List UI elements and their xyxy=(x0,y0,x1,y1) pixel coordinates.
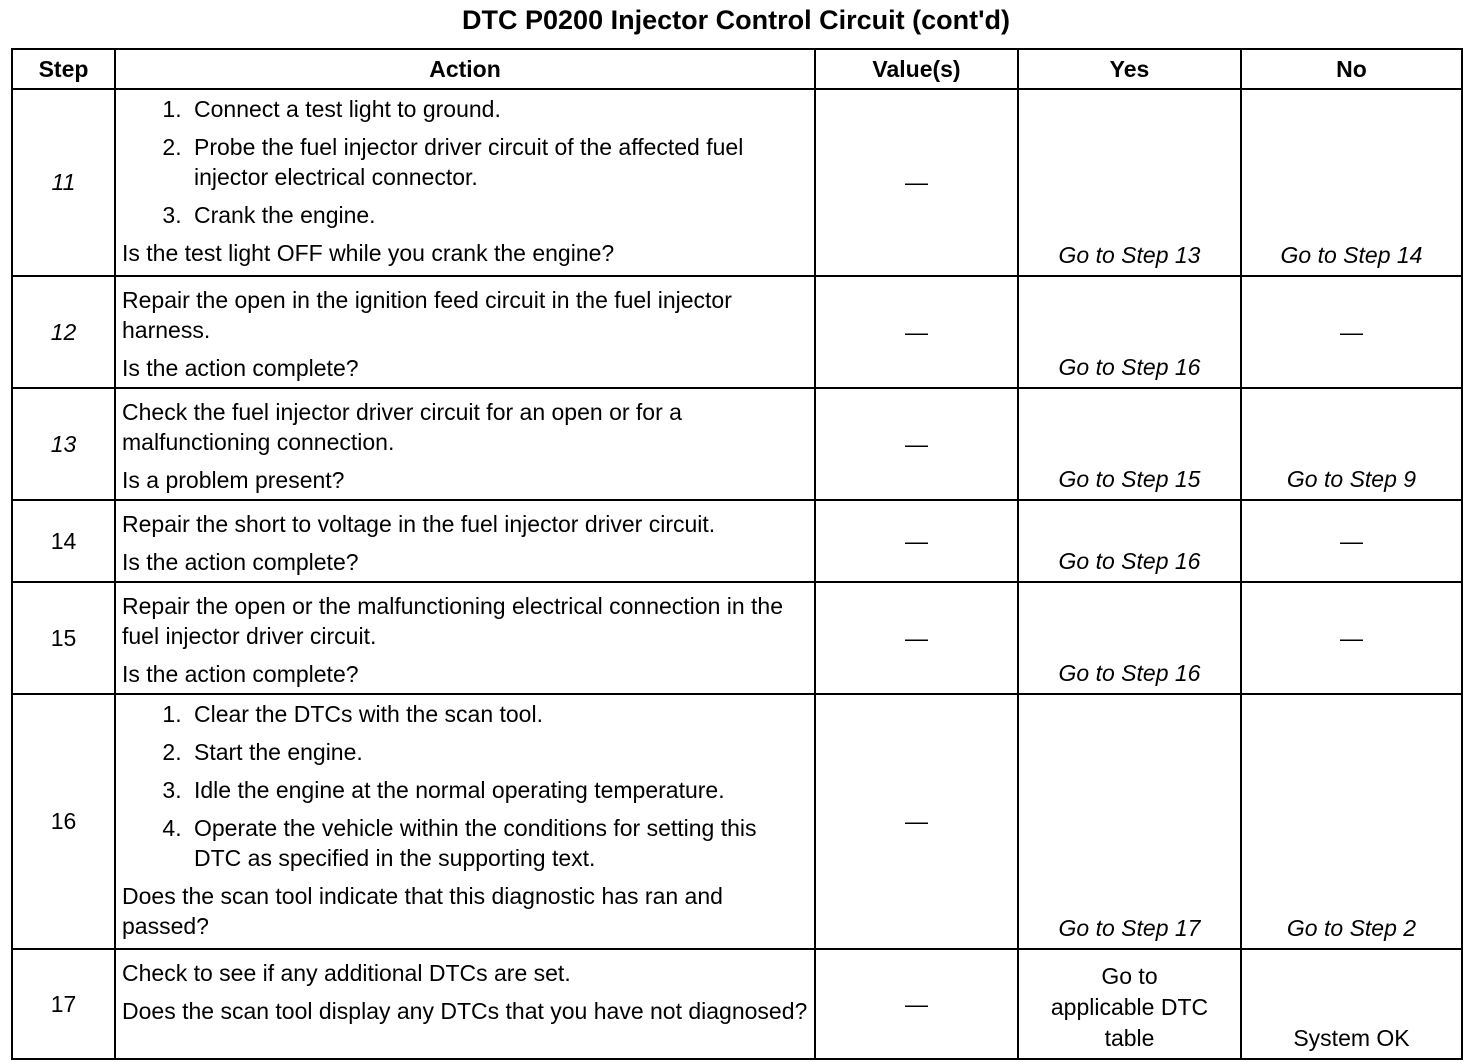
step-number: 15 xyxy=(12,582,115,694)
action-question: Is the test light OFF while you crank the engine? xyxy=(122,240,615,266)
action-text: Check the fuel injector driver circuit for an open or for a malfunctioning connection. xyxy=(122,399,682,455)
action-text: Repair the open or the malfunctioning electrical connection in the fuel injector driver circuit. xyxy=(122,593,784,649)
table-header-row xyxy=(12,49,1462,89)
action-step: 3. Crank the engine. xyxy=(188,200,810,230)
step-number: 16 xyxy=(12,694,115,949)
header-step: Step xyxy=(12,49,115,89)
value-cell: — xyxy=(815,388,1018,500)
action-steps xyxy=(122,94,810,230)
value-cell: — xyxy=(815,582,1018,694)
action-cell xyxy=(115,500,815,582)
action-question: Is the action complete? xyxy=(122,549,359,575)
action-cell xyxy=(115,388,815,500)
yes-cell: Go to Step 16 xyxy=(1018,582,1241,694)
no-cell: — xyxy=(1241,500,1462,582)
yes-cell: Go to applicable DTC table xyxy=(1018,949,1241,1059)
yes-cell: Go to Step 16 xyxy=(1018,276,1241,388)
step-number: 14 xyxy=(12,500,115,582)
diagnostic-table xyxy=(11,48,1463,1060)
yes-cell: Go to Step 16 xyxy=(1018,500,1241,582)
action-question: Is the action complete? xyxy=(122,661,359,687)
step-number: 13 xyxy=(12,388,115,500)
action-step: 2. Probe the fuel injector driver circuit of the affected fuel injector electrical connector. xyxy=(188,132,810,192)
no-cell: Go to Step 9 xyxy=(1241,388,1462,500)
action-question: Is the action complete? xyxy=(122,355,359,381)
action-cell xyxy=(115,89,815,276)
table-row xyxy=(12,582,1462,694)
step-number: 11 xyxy=(12,89,115,276)
action-text: Check to see if any additional DTCs are set. xyxy=(122,960,571,986)
no-cell: — xyxy=(1241,276,1462,388)
action-step: 1. Clear the DTCs with the scan tool. xyxy=(188,699,810,729)
action-step: 4. Operate the vehicle within the conditions for setting this DTC as specified in the supporting text. xyxy=(188,813,810,873)
table-row xyxy=(12,694,1462,949)
table-row xyxy=(12,949,1462,1059)
yes-cell: Go to Step 15 xyxy=(1018,388,1241,500)
step-number: 17 xyxy=(12,949,115,1059)
page-title: DTC P0200 Injector Control Circuit (cont'd) xyxy=(462,5,1010,35)
value-cell: — xyxy=(815,949,1018,1059)
value-cell: — xyxy=(815,276,1018,388)
value-cell: — xyxy=(815,89,1018,276)
no-cell: Go to Step 2 xyxy=(1241,694,1462,949)
action-step: 3. Idle the engine at the normal operating temperature. xyxy=(188,775,810,805)
no-cell: System OK xyxy=(1241,949,1462,1059)
value-cell: — xyxy=(815,694,1018,949)
table-row xyxy=(12,276,1462,388)
table-row xyxy=(12,388,1462,500)
action-cell xyxy=(115,276,815,388)
action-question: Does the scan tool display any DTCs that you have not diagnosed? xyxy=(122,998,808,1024)
header-values: Value(s) xyxy=(815,49,1018,89)
table-row xyxy=(12,89,1462,276)
action-cell xyxy=(115,694,815,949)
header-action: Action xyxy=(115,49,815,89)
action-cell xyxy=(115,582,815,694)
action-text: Repair the short to voltage in the fuel injector driver circuit. xyxy=(122,511,716,537)
action-steps xyxy=(122,699,810,873)
value-cell: — xyxy=(815,500,1018,582)
action-text: Repair the open in the ignition feed circuit in the fuel injector harness. xyxy=(122,287,732,343)
step-number: 12 xyxy=(12,276,115,388)
action-question: Is a problem present? xyxy=(122,467,345,493)
action-question: Does the scan tool indicate that this diagnostic has ran and passed? xyxy=(122,883,723,939)
action-cell xyxy=(115,949,815,1059)
action-step: 1. Connect a test light to ground. xyxy=(188,94,810,124)
yes-cell: Go to Step 17 xyxy=(1018,694,1241,949)
header-no: No xyxy=(1241,49,1462,89)
yes-cell: Go to Step 13 xyxy=(1018,89,1241,276)
no-cell: — xyxy=(1241,582,1462,694)
table-row xyxy=(12,500,1462,582)
action-step: 2. Start the engine. xyxy=(188,737,810,767)
no-cell: Go to Step 14 xyxy=(1241,89,1462,276)
header-yes: Yes xyxy=(1018,49,1241,89)
